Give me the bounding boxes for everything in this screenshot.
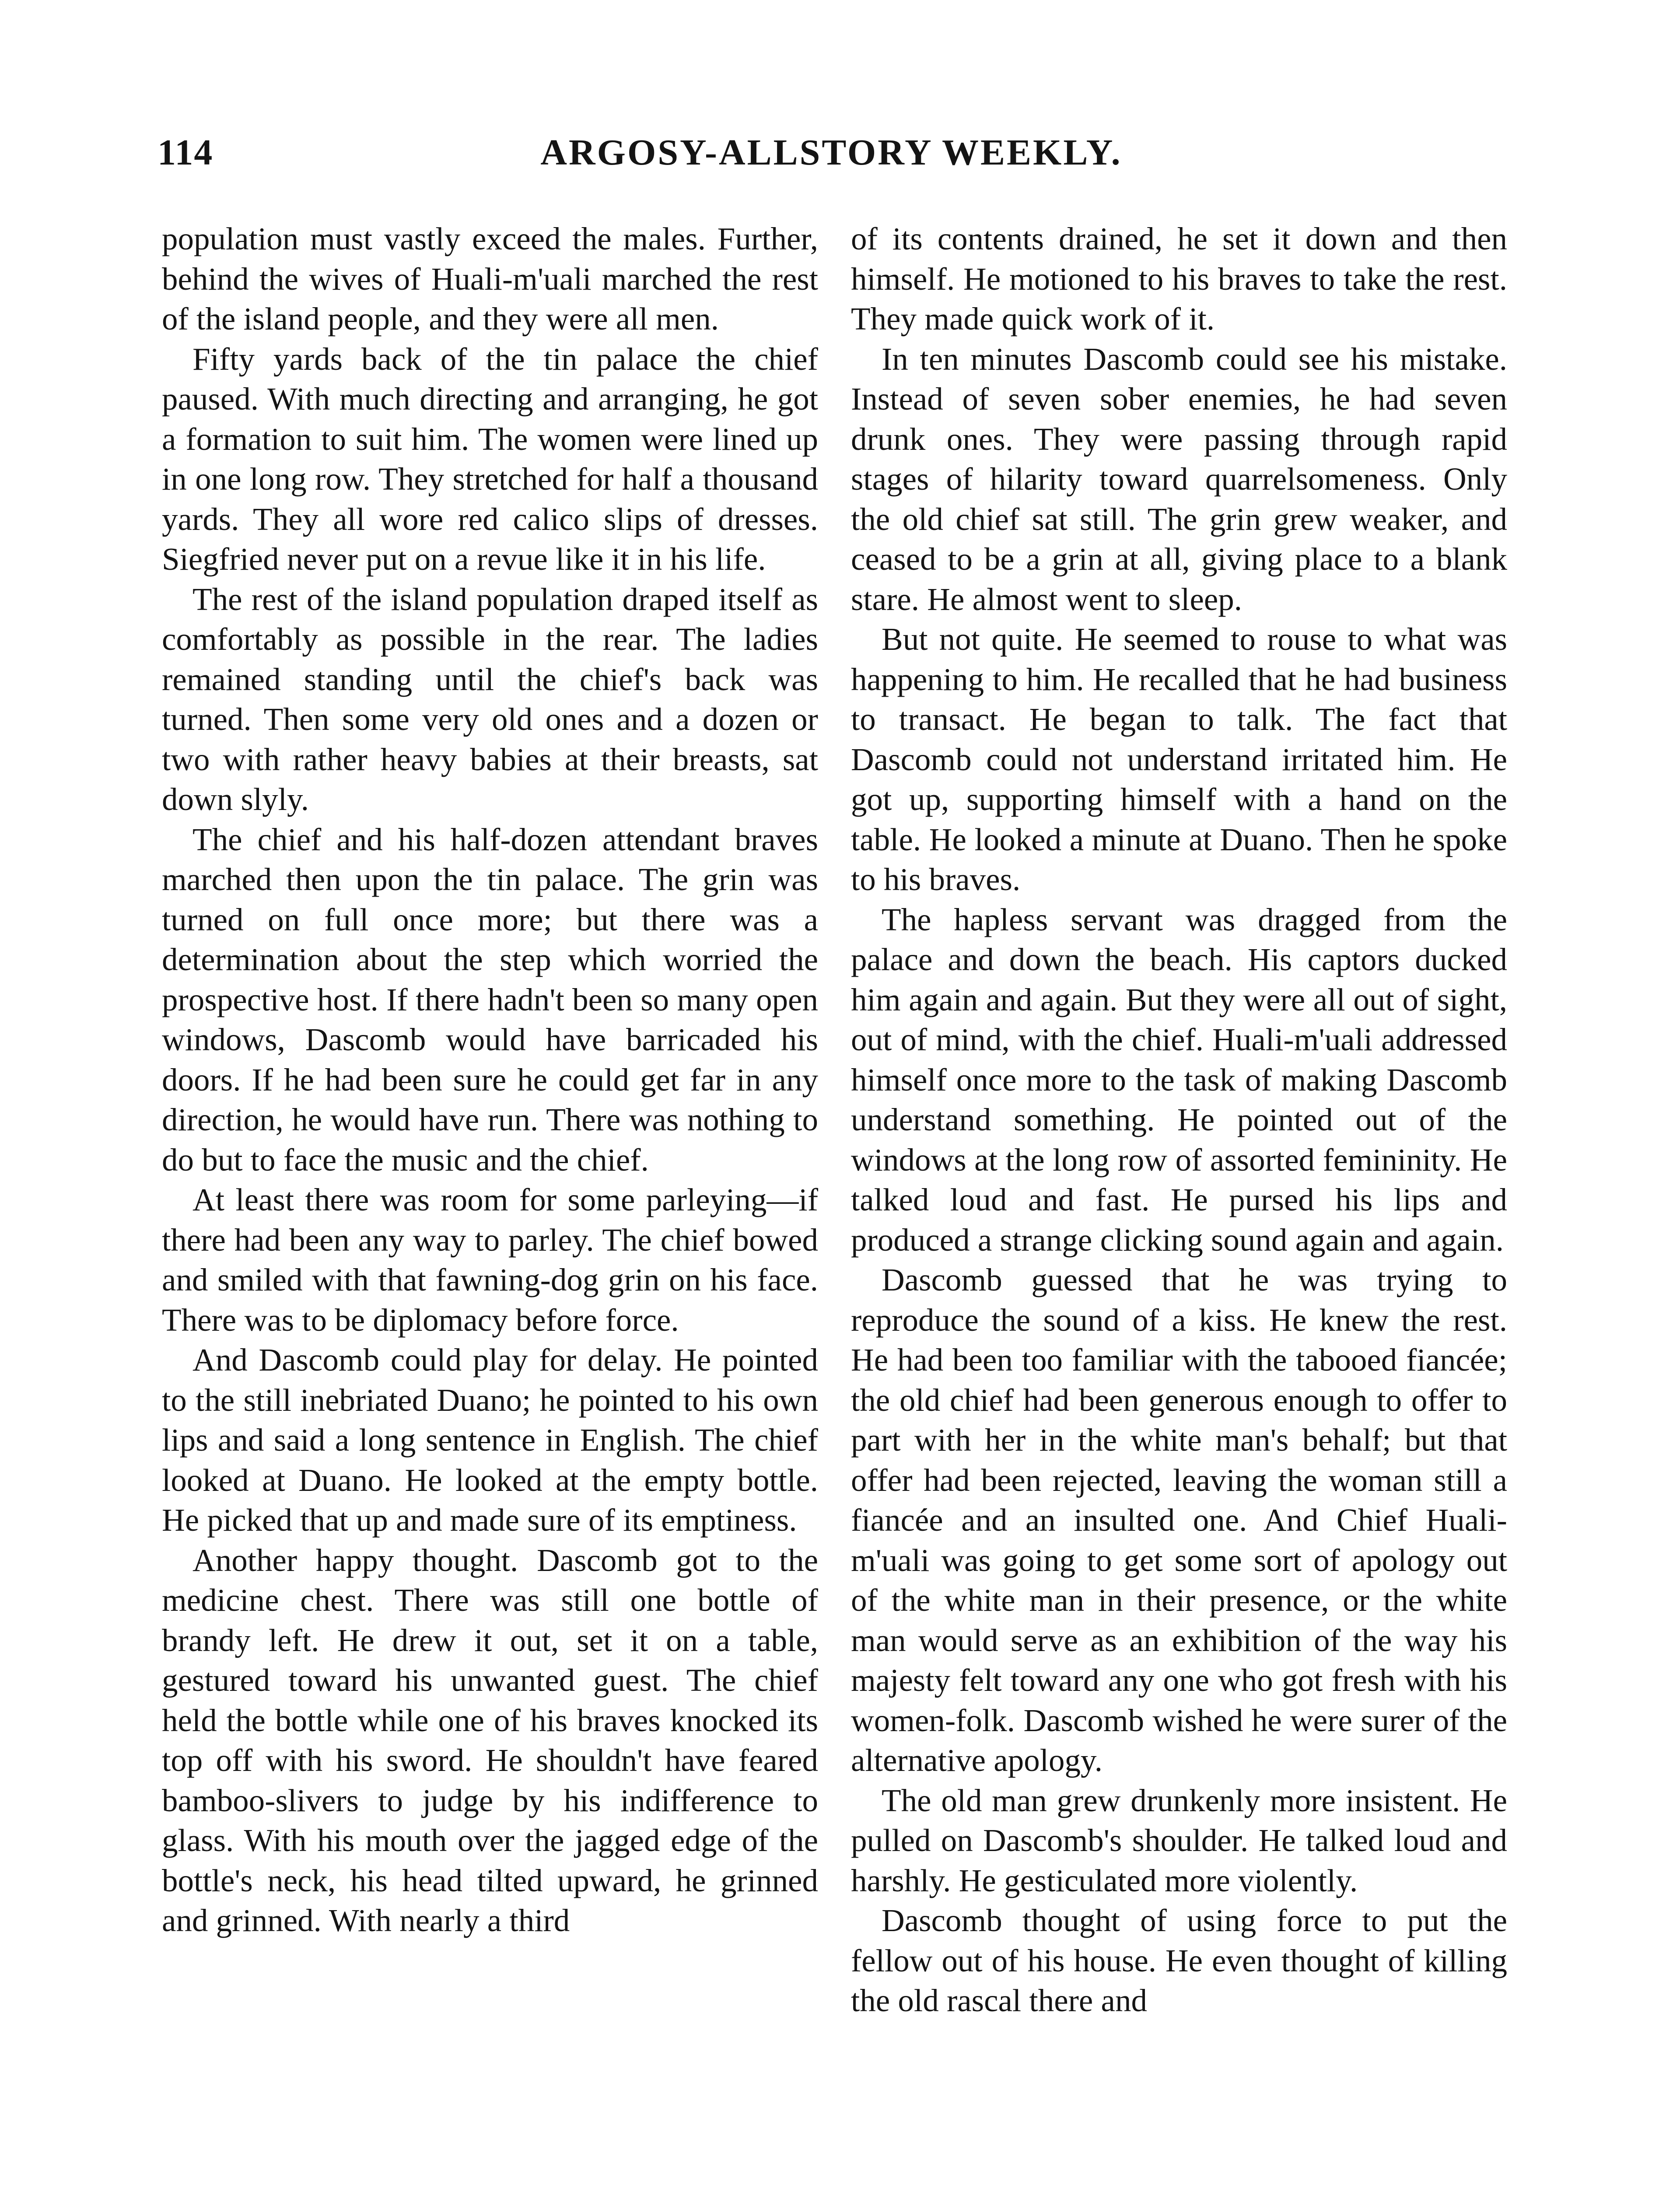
paragraph: In ten minutes Dascomb could see his mistake. Instead of seven sober enemies, he had seven drunk ones. They were passing through rapid stages of hilarity toward quarrelsomeness. Only the old chief sat still. The grin grew weaker, and ceased to be a grin at all, giving place to a blank stare. He almost went to sleep. — [851, 341, 1507, 617]
paragraph: The hapless servant was dragged from the palace and down the beach. His captors ducked him again and again. But they were all out of sight, out of mind, with the chief. Huali-m'uali addressed himself once more to the task of making Dascomb understand something. He pointed out of the windows at the long row of assorted femininity. He talked loud and fast. He pursed his lips and produced a strange clicking sound again and again. — [851, 901, 1507, 1258]
paragraph: At least there was room for some parleying—if there had been any way to parley. The chief bowed and smiled with that fawning-dog grin on his face. There was to be diplomacy before force. — [162, 1182, 818, 1338]
running-title: ARGOSY-ALLSTORY WEEKLY. — [540, 132, 1122, 173]
paragraph: Dascomb thought of using force to put the fellow out of his house. He even thought of killing the old rascal there and — [851, 1903, 1507, 2018]
paragraph: The chief and his half-dozen attendant braves marched then upon the tin palace. The grin was turned on full once more; but there was a determination about the step which worried the prospective host. If there hadn't been so many open windows, Dascomb would have barricaded his doors. If he had been sure he could get far in any direction, he would have run. There was nothing to do but to face the music and the chief. — [162, 821, 818, 1178]
paragraph: But not quite. He seemed to rouse to what was happening to him. He recalled that he had business to transact. He began to talk. The fact that Dascomb could not understand irritated him. He got up, supporting himself with a hand on the table. He looked a minute at Duano. Then he spoke to his braves. — [851, 621, 1507, 897]
paragraph: And Dascomb could play for delay. He pointed to the still inebriated Duano; he pointed to his own lips and said a long sentence in English. The chief looked at Duano. He looked at the empty bottle. He picked that up and made sure of its emptiness. — [162, 1342, 818, 1538]
paragraph: The old man grew drunkenly more insistent. He pulled on Dascomb's shoulder. He talked loud and harshly. He gesticulated more violently. — [851, 1782, 1507, 1898]
paragraph: Fifty yards back of the tin palace the chief paused. With much directing and arranging, he got a formation to suit him. The women were lined up in one long row. They stretched for half a thousand yards. They all wore red calico slips of dresses. Siegfried never put on a revue like it in his life. — [162, 341, 818, 577]
page-header — [158, 131, 1505, 188]
paragraph: population must vastly exceed the males. Further, behind the wives of Huali-m'uali marched the rest of the island people, and they were all men. — [162, 221, 818, 337]
paragraph: of its contents drained, he set it down and then himself. He motioned to his braves to take the rest. They made quick work of it. — [851, 221, 1507, 337]
paragraph: The rest of the island population draped itself as comfortably as possible in the rear. The ladies remained standing until the chief's back was turned. Then some very old ones and a dozen or two with rather heavy babies at their breasts, sat down slyly. — [162, 581, 818, 817]
paragraph: Another happy thought. Dascomb got to the medicine chest. There was still one bottle of brandy left. He drew it out, set it on a table, gestured toward his unwanted guest. The chief held the bottle while one of his braves knocked its top off with his sword. He shouldn't have feared bamboo-slivers to judge by his indifference to glass. With his mouth over the jagged edge of the bottle's neck, his head tilted upward, he grinned and grinned. With nearly a third — [162, 1542, 818, 1938]
paragraph: Dascomb guessed that he was trying to reproduce the sound of a kiss. He knew the rest. He had been too familiar with the tabooed fiancée; the old chief had been generous enough to offer to part with her in the white man's behalf; but that offer had been rejected, leaving the woman still a fiancée and an insulted one. And Chief Huali-m'uali was going to get some sort of apology out of the white man in their presence, or the white man would serve as an exhibition of the way his majesty felt toward any one who got fresh with his women-folk. Dascomb wished he were surer of the alternative apology. — [851, 1262, 1507, 1778]
page-number: 114 — [158, 132, 214, 173]
right-column — [851, 219, 1507, 2021]
left-column — [162, 219, 818, 1941]
